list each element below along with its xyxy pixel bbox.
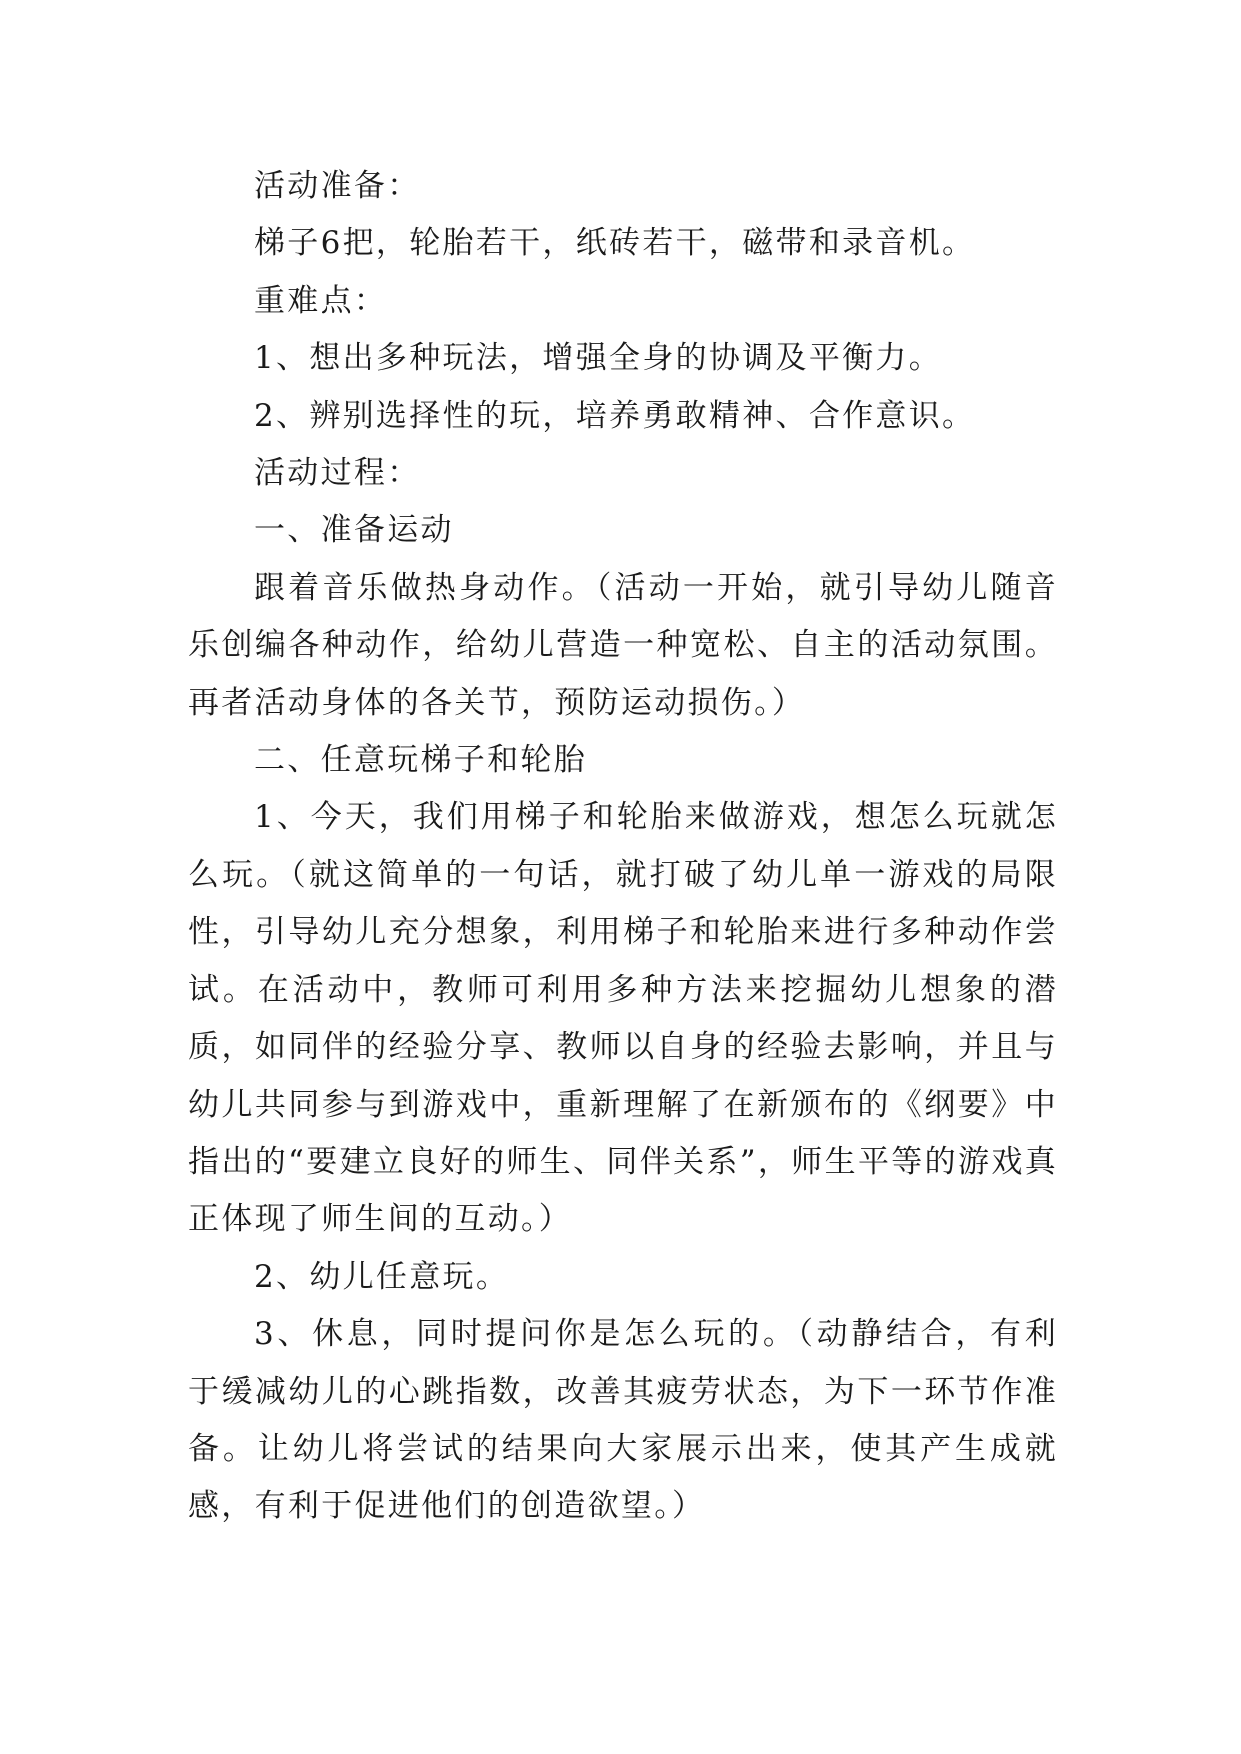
- paragraph-free-play-step-3: 3、休息，同时提问你是怎么玩的。（动静结合，有利于缓减幼儿的心跳指数，改善其疲劳状态，为下一环节作准备。让幼儿将尝试的结果向大家展示出来，使其产生成就感，有利于促进他们的创造欲望。）: [188, 1316, 1058, 1525]
- paragraph-warmup: 跟着音乐做热身动作。（活动一开始，就引导幼儿随音乐创编各种动作，给幼儿营造一种宽松、自主的活动氛围。再者活动身体的各关节，预防运动损伤。）: [188, 569, 1058, 721]
- section-heading-free-play: 二、任意玩梯子和轮胎: [254, 742, 587, 779]
- heading-activity-process: 活动过程：: [254, 455, 421, 492]
- document-body: [188, 158, 1058, 1536]
- heading-key-points: 重难点：: [254, 282, 388, 319]
- heading-activity-preparation: 活动准备：: [254, 168, 421, 204]
- key-point-item-2: 2、辨别选择性的玩，培养勇敢精神、合作意识。: [254, 397, 976, 434]
- paragraph-free-play-step-1: 1、今天，我们用梯子和轮胎来做游戏，想怎么玩就怎么玩。（就这简单的一句话，就打破了幼儿单一游戏的局限性，引导幼儿充分想象，利用梯子和轮胎来进行多种动作尝试。在活动中，教师可利用多种方法来挖掘幼儿想象的潜质，如同伴的经验分享、教师以自身的经验去影响，并且与幼儿共同参与到游戏中，重新理解了在新颁布的《纲要》中指出的“要建立良好的师生、同伴关系”，师生平等的游戏真正体现了师生间的互动。）: [188, 799, 1058, 1238]
- section-heading-warmup: 一、准备运动: [254, 512, 454, 549]
- key-point-item-1: 1、想出多种玩法，增强全身的协调及平衡力。: [254, 340, 943, 377]
- paragraph-free-play-step-2: 2、幼儿任意玩。: [254, 1258, 510, 1295]
- paragraph-materials: 梯子6把，轮胎若干，纸砖若干，磁带和录音机。: [254, 225, 976, 262]
